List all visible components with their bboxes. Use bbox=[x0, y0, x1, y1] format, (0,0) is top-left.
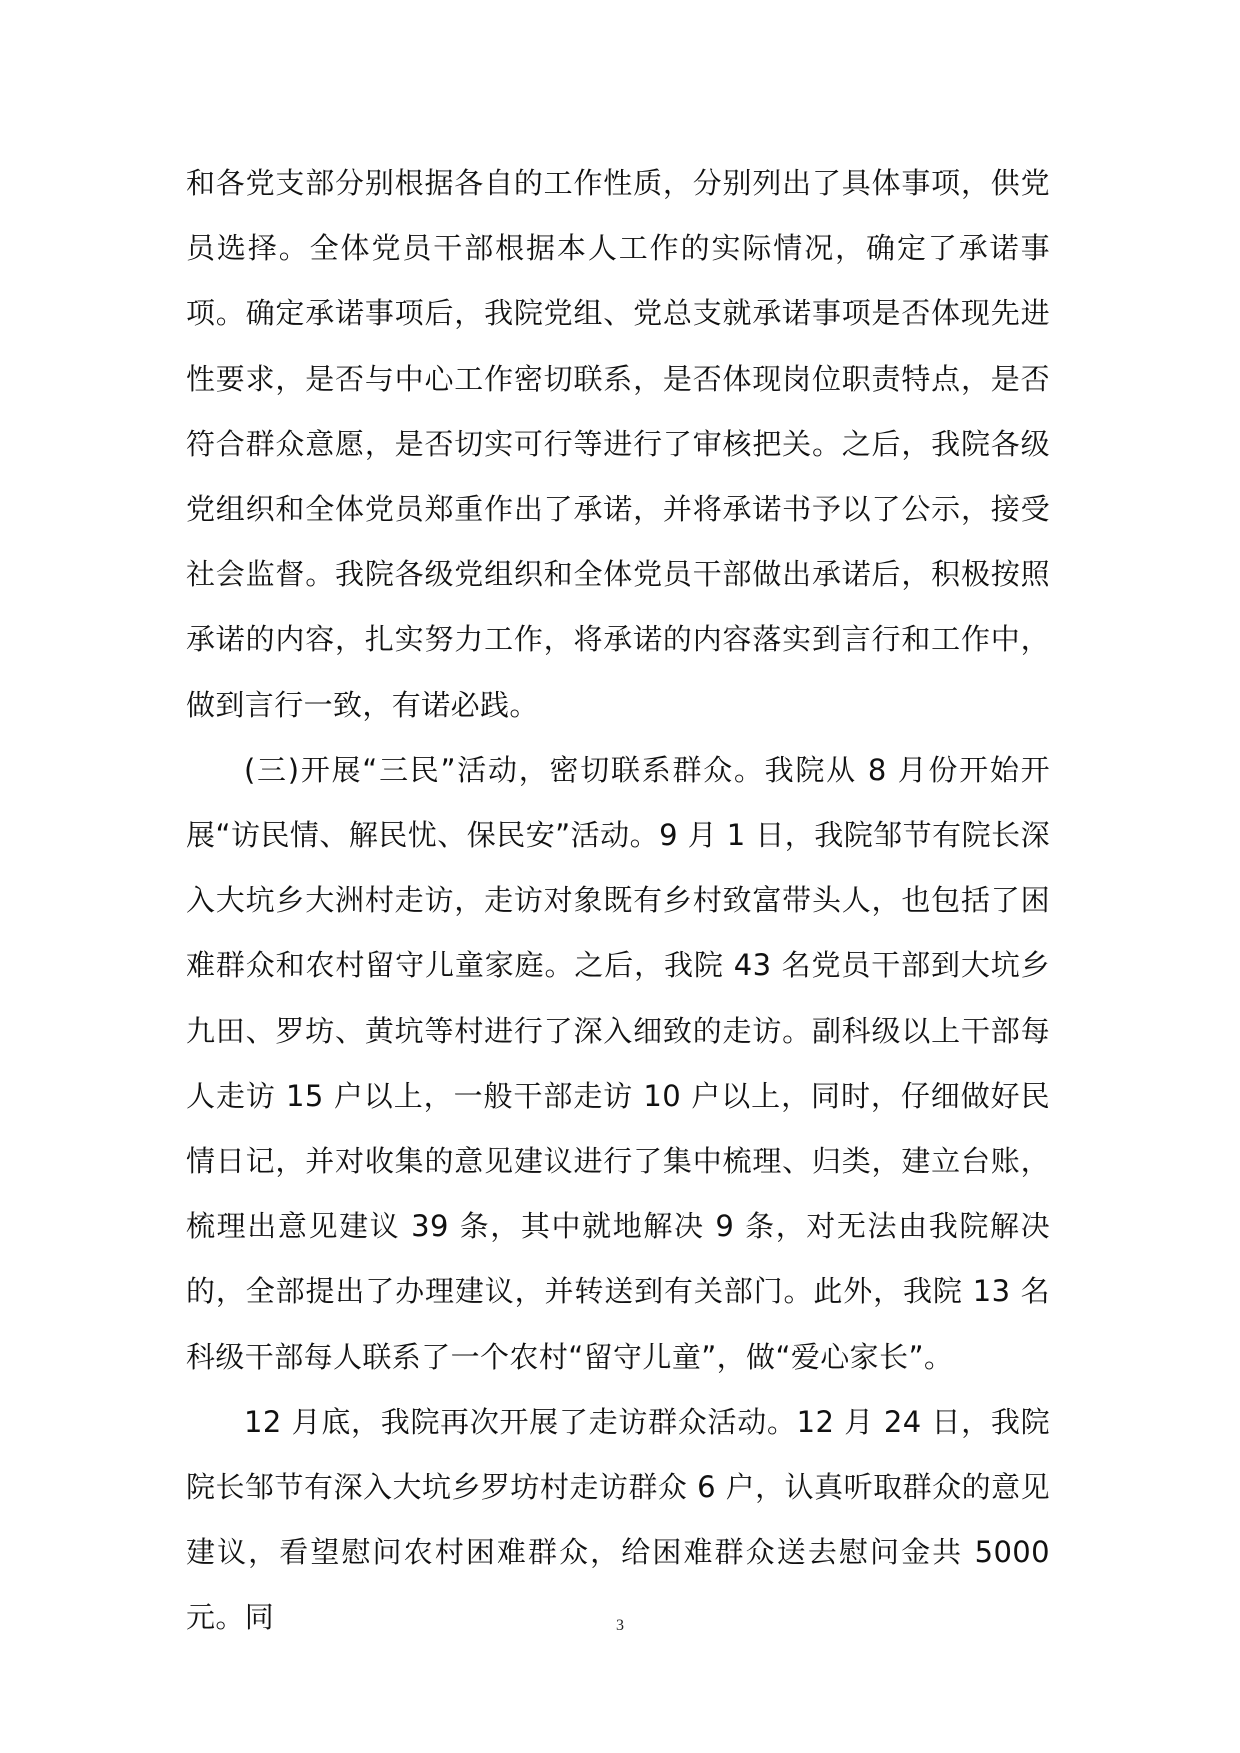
paragraph-1: 和各党支部分别根据各自的工作性质，分别列出了具体事项，供党员选择。全体党员干部根据本人工作的实际情况，确定了承诺事项。确定承诺事项后，我院党组、党总支就承诺事项是否体现先进性要求，是否与中心工作密切联系，是否体现岗位职责特点，是否符合群众意愿，是否切实可行等进行了审核把关。之后，我院各级党组织和全体党员郑重作出了承诺，并将承诺书予以了公示，接受社会监督。我院各级党组织和全体党员干部做出承诺后，积极按照承诺的内容，扎实努力工作，将承诺的内容落实到言行和工作中，做到言行一致，有诺必践。 bbox=[186, 166, 1050, 722]
paragraph-3: 12 月底，我院再次开展了走访群众活动。12 月 24 日，我院院长邹节有深入大坑乡罗坊村走访群众 6 户，认真听取群众的意见建议，看望慰问农村困难群众，给困难群众送去慰问金共 5000 元。同 bbox=[186, 1404, 1050, 1635]
page-number: 3 bbox=[616, 1617, 624, 1634]
paragraph-2: (三)开展“三民”活动，密切联系群众。我院从 8 月份开始开展“访民情、解民忧、保民安”活动。9 月 1 日，我院邹节有院长深入大坑乡大洲村走访，走访对象既有乡村致富带头人，也包括了困难群众和农村留守儿童家庭。之后，我院 43 名党员干部到大坑乡九田、罗坊、黄坑等村进行了深入细致的走访。副科级以上干部每人走访 15 户以上，一般干部走访 10 户以上，同时，仔细做好民情日记，并对收集的意见建议进行了集中梳理、归类，建立台账，梳理出意见建议 39 条，其中就地解决 9 条，对无法由我院解决的，全部提出了办理建议，并转送到有关部门。此外，我院 13 名科级干部每人联系了一个农村“留守儿童”，做“爱心家长”。 bbox=[186, 752, 1050, 1374]
body-text bbox=[186, 151, 1050, 1651]
